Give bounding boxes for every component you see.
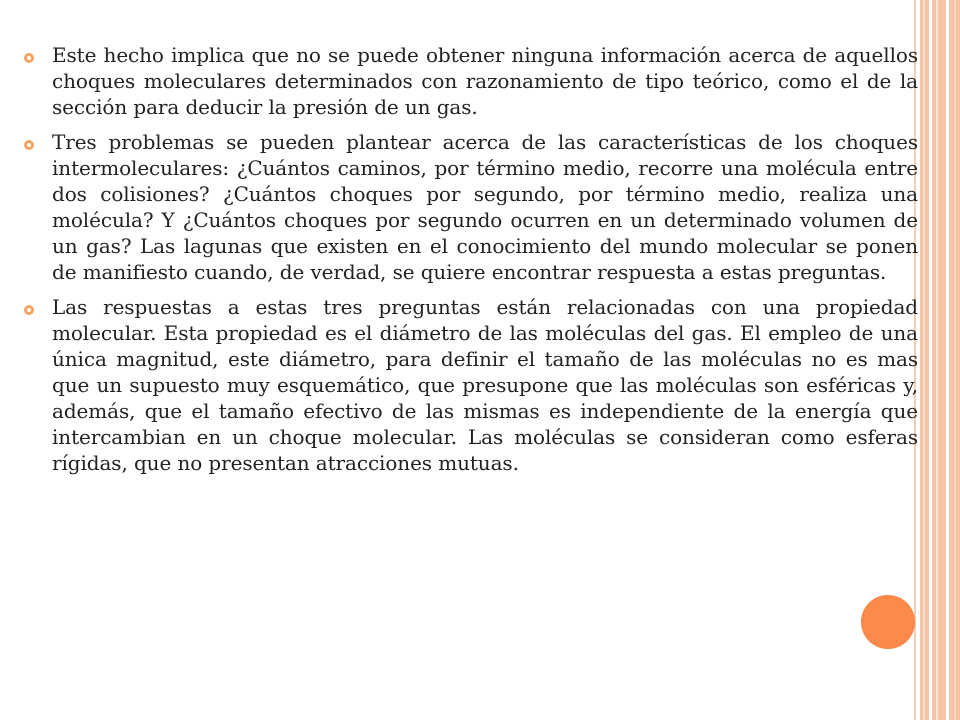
decorative-stripe [929,0,932,720]
list-item [24,294,918,476]
decorative-stripe [918,0,920,720]
paragraph-text: Tres problemas se pueden plantear acerca de las características de los choques intermoleculares: ¿Cuántos caminos, por término medio, recorre una molécula entre dos colisiones? ¿Cuántos choques por segundo, por término medio, realiza una molécula? Y ¿Cuántos choques por segundo ocurren en un determinado volumen de un gas? Las lagunas que existen en el conocimiento del mundo molecular se ponen de manifiesto cuando, de verdad, se quiere encontrar respuesta a estas preguntas. [52,130,918,284]
list-item [24,42,918,120]
bullet-circle-icon [24,305,34,315]
decorative-stripe [954,0,956,720]
decorative-stripe [946,0,949,720]
decorative-circle [862,596,914,648]
paragraph-text: Las respuestas a estas tres preguntas están relacionadas con una propiedad molecular. Esta propiedad es el diámetro de las moléculas del gas. El empleo de una única magnitud, este diámetro, para definir el tamaño de las moléculas no es mas que un supuesto muy esquemático, que presupone que las moléculas son esféricas y, además, que el tamaño efectivo de las mismas es independiente de la energía que intercambian en un choque molecular. Las moléculas se consideran como esferas rígidas, que no presentan atracciones mutuas. [52,295,918,475]
paragraph-text: Este hecho implica que no se puede obtener ninguna información acerca de aquellos choques moleculares determinados con razonamiento de tipo teórico, como el de la sección para deducir la presión de un gas. [52,43,918,119]
decorative-stripe [923,0,925,720]
bullet-circle-icon [24,53,34,63]
decorative-stripe-band [918,0,960,720]
bullet-circle-icon [24,140,34,150]
bullet-list [24,42,918,485]
list-item [24,129,918,285]
decorative-stripe [936,0,938,720]
